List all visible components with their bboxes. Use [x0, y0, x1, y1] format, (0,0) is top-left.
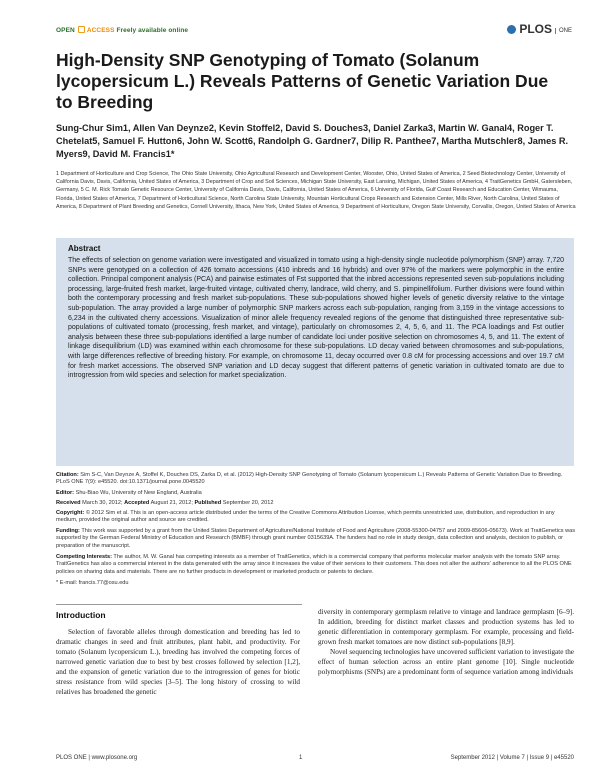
editor-label: Editor:	[56, 490, 75, 496]
editor-text: Shu-Biao Wu, University of New England, Australia	[75, 490, 202, 496]
affiliations: 1 Department of Horticulture and Crop Science, The Ohio State University, Ohio Agricultural Research and Development Center, Wooster, Ohio, United States of America, 2 Seed Biotechnology Center, University of California Davis, Davis, California, United States of America, 3 Department of Crop and Soil Sciences, Michigan State University, East Lansing, Michigan, United States of America, 4 TraitGenetics GmbH, Gatersleben, Germany, 5 C. M. Rick Tomato Genetic Resource Center, University of California Davis, Davis, California, United States of America, 6 University of Florida, Gulf Coast Research and Education Center, Wimauma, Florida, United States of America, 7 Department of Horticultural Science, North Carolina State University, Mountain Horticultural Crops Research and Extension Center, Mills River, North Carolina, United States of America, 8 Department of Plant Breeding and Genetics, Cornell University, Ithaca, New York, United States of America, 9 Department of Horticulture, Oregon State University, Corvallis, Oregon, United States of America	[56, 171, 576, 210]
journal-logo-sub: ONE	[555, 28, 572, 34]
intro-right-para-2: Novel sequencing technologies have uncovered sufficient variation to investigate the effect of human selection across an entire plant genome [10]. Single nucleotide polymorphisms (SNPs) are a predominant form of sequence variation among individuals	[318, 648, 574, 676]
footer-journal: PLOS ONE | www.plosone.org	[56, 755, 138, 761]
received-date: March 30, 2012;	[82, 500, 123, 506]
published-date: September 20, 2012	[222, 500, 274, 506]
intro-heading: Introduction	[56, 610, 106, 620]
intro-divider	[56, 604, 302, 605]
footer-issue: September 2012 | Volume 7 | Issue 9 | e45520	[450, 755, 574, 761]
copyright	[56, 510, 576, 525]
accepted-label: Accepted	[124, 500, 150, 506]
accepted-date: August 21, 2012;	[150, 500, 193, 506]
citation-text: Sim S-C, Van Deynze A, Stoffel K, Douches DS, Zarka D, et al. (2012) High-Density SNP Genotyping of Tomato (Solanum lycopersicum L.) Reveals Patterns of Genetic Variation Due to Breeding. PLoS ONE 7(9): e45520. doi:10.1371/journal.pone.0045520	[56, 472, 563, 486]
editor	[56, 490, 576, 497]
published-label: Published	[194, 500, 222, 506]
funding-text: This work was supported by a grant from the United States Department of Agriculture/National Institute of Food and Agriculture (2008-55300-04757 and 2009-85606-05673). Work at TraitGenetics was supported by the German Federal Ministry of Education and Research (BMBF) through grant number 0315639A. The funders had no role in study design, data collection and analysis, decision to publish, or preparation of the manuscript.	[56, 528, 576, 549]
copyright-text: © 2012 Sim et al. This is an open-access article distributed under the terms of the Creative Commons Attribution License, which permits unrestricted use, distribution, and reproduction in any medium, provided the original author and source are credited.	[56, 510, 555, 524]
page-footer	[56, 755, 574, 761]
abstract-heading: Abstract	[68, 244, 101, 253]
intro-right-para-1: diversity in contemporary germplasm relative to vintage and landrace germplasm [6–9]. In addition, breeding for distinct market classes and production systems has led to genetic differentiation in contemporary germplasm. For example, processing and field-grown fresh market tomatoes are now distinct sub-populations [8,9].	[318, 608, 574, 646]
abstract-text: The effects of selection on genome variation were investigated and visualized in tomato using a high-density single nucleotide polymorphism (SNP) array. 7,720 SNPs were genotyped on a collection of 426 tomato accessions (410 inbreds and 16 hybrids) and over 97% of the markers were polymorphic in the entire collection. Principal component analysis (PCA) and pairwise estimates of Fst supported that the inbred accessions represented seven sub-populations including processing, large-fruited fresh market, large-fruited vintage, cultivated cherry, landrace, wild cherry, and S. pimpinellifolium. Further divisions were found within both the contemporary processing and fresh market sub-populations. These sub-populations showed higher levels of genetic diversity relative to the vintage sub-population. The array provided a large number of polymorphic SNP markers across each sub-population, ranging from 3,159 in the vintage accessions to 6,234 in the cultivated cherry accessions. Visualization of minor allele frequency revealed regions of the genome that distinguished three representative sub-populations of cultivated tomato (processing, fresh market, and vintage), particularly on chromosomes 2, 4, 5, 6, and 11. The PCA loadings and Fst outlier analysis between these three sub-populations identified a large number of candidate loci under positive selection on chromosomes 4, 5, and 11. The extent of linkage disequilibrium (LD) was examined within each chromosome for these sub-populations. LD decay varied between chromosomes and sub-populations, with large differences reflective of breeding history. For example, on chromosome 11, decay occurred over 0.8 cM for processing accessions and over 19.7 cM for fresh market accessions. The observed SNP variation and LD decay suggest that different patterns of genetic variation in cultivated tomato are due to introgression from wild species and selection for market specialization.	[68, 257, 564, 380]
competing-label: Competing Interests:	[56, 554, 112, 560]
open-access-label	[56, 26, 188, 34]
competing-interests	[56, 554, 576, 576]
journal-logo-text: PLOS	[519, 22, 552, 36]
competing-text: The author, M. W. Ganal has competing interests as a member of TraitGenetics, which is a commercial company that performs molecular marker analysis with the tomato SNP array. TraitGenetics has also a commercial interest in the data generated with the array since it increases the value of their services to their customers. This does not alter the authors' adherence to all the PLOS ONE policies on sharing data and materials. There are no further products in development or marketed products or patents to declare.	[56, 554, 572, 575]
open-access-access: ACCESS	[86, 27, 115, 34]
email: * E-mail: francis.77@osu.edu	[56, 580, 129, 586]
received-label: Received	[56, 500, 81, 506]
citation	[56, 472, 576, 487]
funding-label: Funding:	[56, 528, 80, 534]
open-access-open: OPEN	[56, 27, 75, 34]
intro-left-column: Selection of favorable alleles through domestication and breeding has led to dramatic changes in seed and fruit attributes, plant habit, and productivity. For tomato (Solanum lycopersicum L.), breeding has involved the competing forces of narrowed genetic variation due to best by best crosses followed by selection [1,2], and the expansion of genetic variation due to the introgression of genes for biotic stress resistance from wild species [3–5]. The long history of crossing to wild relatives has broadened the genetic	[56, 628, 300, 696]
copyright-label: Copyright:	[56, 510, 85, 516]
article-title: High-Density SNP Genotyping of Tomato (Solanum lycopersicum L.) Reveals Patterns of Genetic Variation Due to Breeding	[56, 50, 549, 112]
page-header	[56, 22, 572, 38]
intro-right-column	[318, 607, 574, 677]
footer-page-number: 1	[299, 755, 303, 761]
funding	[56, 528, 576, 550]
freely-available-label: Freely available online	[116, 27, 189, 34]
dates	[56, 500, 576, 507]
open-access-lock-icon	[78, 26, 85, 33]
author-list: Sung-Chur Sim1, Allen Van Deynze2, Kevin Stoffel2, David S. Douches3, Daniel Zarka3, Martin W. Ganal4, Roger T. Chetelat5, Samuel F. Hutton6, John W. Scott6, Randolph G. Gardner7, Dilip R. Panthee7, Martha Mutschler8, James R. Myers9, David M. Francis1*	[56, 123, 569, 159]
plos-logo-icon	[507, 25, 516, 34]
journal-logo	[507, 22, 572, 36]
citation-label: Citation:	[56, 472, 79, 478]
